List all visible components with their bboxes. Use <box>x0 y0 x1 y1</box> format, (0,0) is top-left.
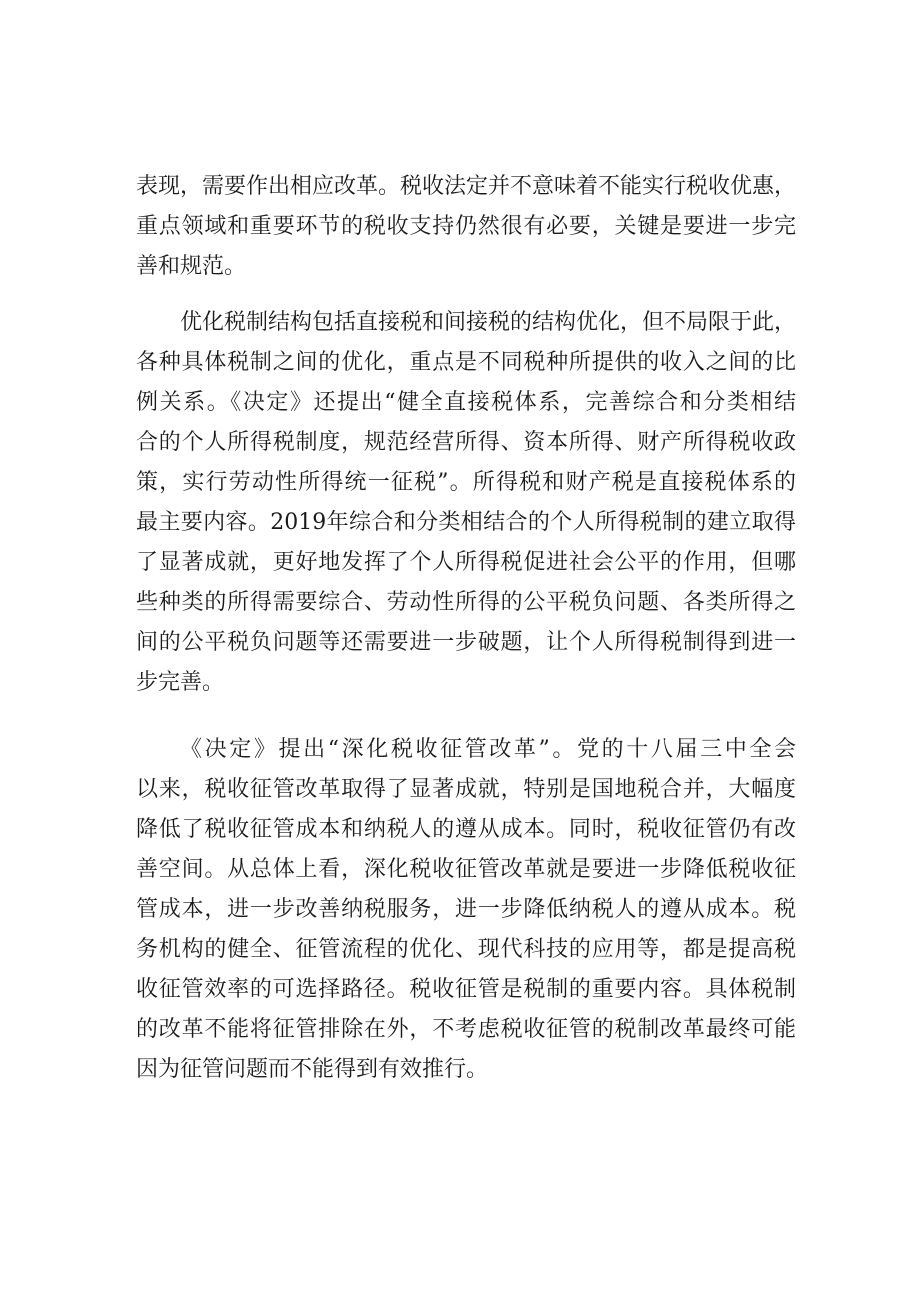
paragraph-3-line-8: 的改革不能将征管排除在外，不考虑税收征管的税制改革最终可能 <box>136 1017 796 1042</box>
paragraph-2-line-9: 间的公平税负问题等还需要进一步破题，让个人所得税制得到进一 <box>136 630 796 655</box>
paragraph-2-line-7: 了显著成就，更好地发挥了个人所得税促进社会公平的作用，但哪 <box>136 550 796 575</box>
paragraph-2-line-8: 些种类的所得需要综合、劳动性所得的公平税负问题、各类所得之 <box>136 590 796 615</box>
paragraph-2-line-5: 策，实行劳动性所得统一征税”。所得税和财产税是直接税体系的 <box>136 470 796 495</box>
paragraph-2-line-6: 最主要内容。2019年综合和分类相结合的个人所得税制的建立取得 <box>136 510 796 535</box>
paragraph-2-line-3: 例关系。《决定》还提出“健全直接税体系，完善综合和分类相结 <box>136 390 796 415</box>
paragraph-2-line-2: 各种具体税制之间的优化，重点是不同税种所提供的收入之间的比 <box>136 350 796 375</box>
paragraph-3-line-3: 降低了税收征管成本和纳税人的遵从成本。同时，税收征管仍有改 <box>136 817 796 842</box>
paragraph-1-line-3: 善和规范。 <box>136 254 247 279</box>
paragraph-3-line-2: 以来，税收征管改革取得了显著成就，特别是国地税合并，大幅度 <box>136 777 796 802</box>
paragraph-3-line-7: 收征管效率的可选择路径。税收征管是税制的重要内容。具体税制 <box>136 977 796 1002</box>
paragraph-2-line-10: 步完善。 <box>136 670 225 695</box>
paragraph-3-line-1: 《决定》提出“深化税收征管改革”。党的十八届三中全会 <box>180 737 796 762</box>
paragraph-2-line-4: 合的个人所得税制度，规范经营所得、资本所得、财产所得税收政 <box>136 430 796 455</box>
paragraph-3-line-6: 务机构的健全、征管流程的优化、现代科技的应用等，都是提高税 <box>136 937 796 962</box>
paragraph-3-line-4: 善空间。从总体上看，深化税收征管改革就是要进一步降低税收征 <box>136 857 796 882</box>
paragraph-2-line-1: 优化税制结构包括直接税和间接税的结构优化，但不局限于此， <box>180 310 797 335</box>
paragraph-3-line-9: 因为征管问题而不能得到有效推行。 <box>136 1057 489 1082</box>
paragraph-3-line-5: 管成本，进一步改善纳税服务，进一步降低纳税人的遵从成本。税 <box>136 897 796 922</box>
paragraph-1-line-1: 表现，需要作出相应改革。税收法定并不意味着不能实行税收优惠， <box>136 174 797 199</box>
paragraph-1-line-2: 重点领域和重要环节的税收支持仍然很有必要，关键是要进一步完 <box>136 214 796 239</box>
